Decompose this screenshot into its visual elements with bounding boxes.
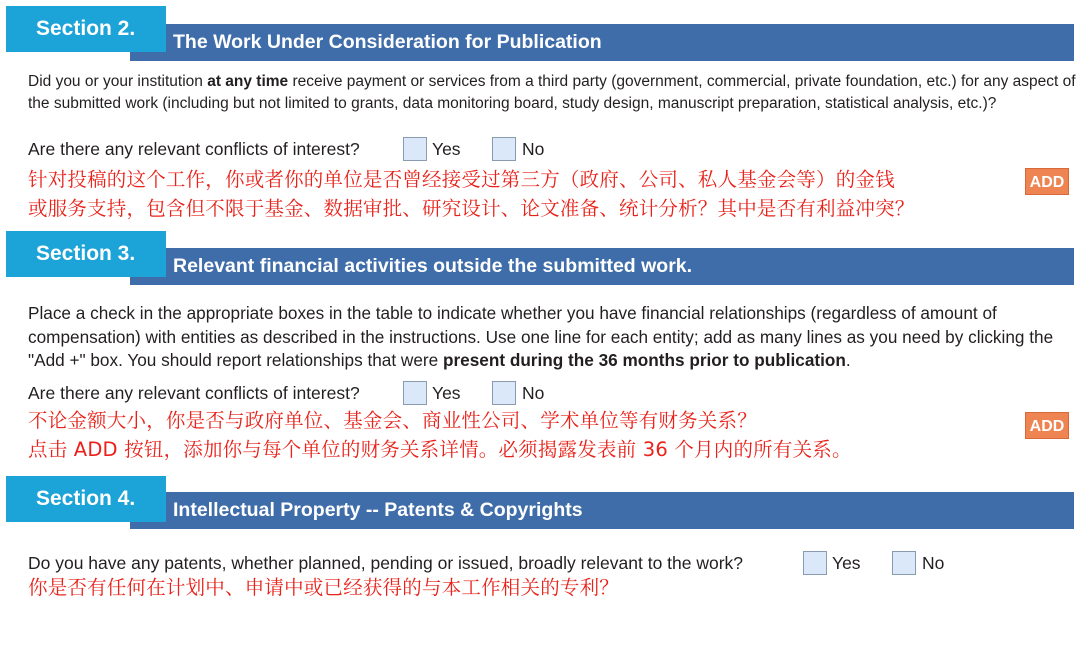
section-2-description [28, 71, 1076, 115]
section-2-chinese-line-1: 针对投稿的这个工作，你或者你的单位是否曾经接受过第三方（政府、公司、私人基金会等）的金钱 [28, 168, 895, 191]
section-3-title-bar [130, 248, 1074, 285]
section-3-tab [6, 231, 166, 277]
section-2-yes-checkbox[interactable] [403, 137, 427, 161]
section-2-title: The Work Under Consideration for Publication [173, 31, 602, 53]
section-3-desc-text-end: . [845, 350, 851, 370]
section-3-label: Section 3. [36, 242, 136, 265]
section-3-no-label: No [522, 383, 545, 403]
section-3-chinese-line-1: 不论金额大小，你是否与政府单位、基金会、商业性公司、学术单位等有财务关系？ [28, 409, 757, 432]
section-4-label: Section 4. [36, 487, 136, 510]
section-2-title-bar [130, 24, 1074, 61]
section-4-chinese-line-1: 你是否有任何在计划中、申请中或已经获得的与本工作相关的专利？ [28, 576, 620, 599]
section-3-yes-checkbox[interactable] [403, 381, 427, 405]
section-4-title-bar [130, 492, 1074, 529]
section-2-add-button[interactable]: ADD [1025, 168, 1069, 195]
section-3-yes-label: Yes [432, 383, 461, 403]
section-4-no-label: No [922, 553, 945, 573]
section-2-desc-emphasis: at any time [207, 73, 289, 90]
section-2-yes-label: Yes [432, 139, 461, 159]
section-3-desc-emphasis: present during the 36 months prior to publication [442, 350, 846, 370]
section-2-label: Section 2. [36, 17, 136, 40]
section-2-tab [6, 6, 166, 52]
section-2-no-checkbox[interactable] [492, 137, 516, 161]
section-2-no-label: No [522, 139, 545, 159]
section-2-desc-text-end: receive payment or services from a third party (government, commercial, private foundation, etc.) for any aspect of the submitted work (including but not limited to grants, data monitoring board, study design, manuscript preparation, statistical analysis, etc.)? [28, 73, 1076, 112]
section-3-desc-text: Place a check in the appropriate boxes in the table to indicate whether you have financial relationships (regardless of amount of compensation) with entities as described in the instructions. Use one line for each entity; add as many lines as you need by clicking the "Add +" box. You should report relationships that were [28, 303, 1054, 370]
section-4-title: Intellectual Property -- Patents & Copyrights [173, 499, 583, 521]
section-4-yes-checkbox[interactable] [803, 551, 827, 575]
section-3-add-button[interactable]: ADD [1025, 412, 1069, 439]
section-3-description [28, 302, 1068, 373]
section-3-chinese-line-2: 点击 ADD 按钮，添加你与每个单位的财务关系详情。必须揭露发表前 36 个月内的所有关系。 [28, 438, 852, 461]
section-3-no-checkbox[interactable] [492, 381, 516, 405]
section-4-no-checkbox[interactable] [892, 551, 916, 575]
section-3-question: Are there any relevant conflicts of interest? [28, 383, 360, 403]
section-2-question: Are there any relevant conflicts of interest? [28, 139, 360, 159]
section-4-question: Do you have any patents, whether planned, pending or issued, broadly relevant to the work? [28, 553, 744, 573]
section-3-title: Relevant financial activities outside the submitted work. [173, 255, 693, 277]
section-2-chinese-line-2: 或服务支持，包含但不限于基金、数据审批、研究设计、论文准备、统计分析？其中是否有利益冲突？ [28, 197, 915, 220]
section-4-yes-label: Yes [832, 553, 861, 573]
section-4-tab [6, 476, 166, 522]
section-2-desc-text: Did you or your institution [28, 73, 208, 90]
